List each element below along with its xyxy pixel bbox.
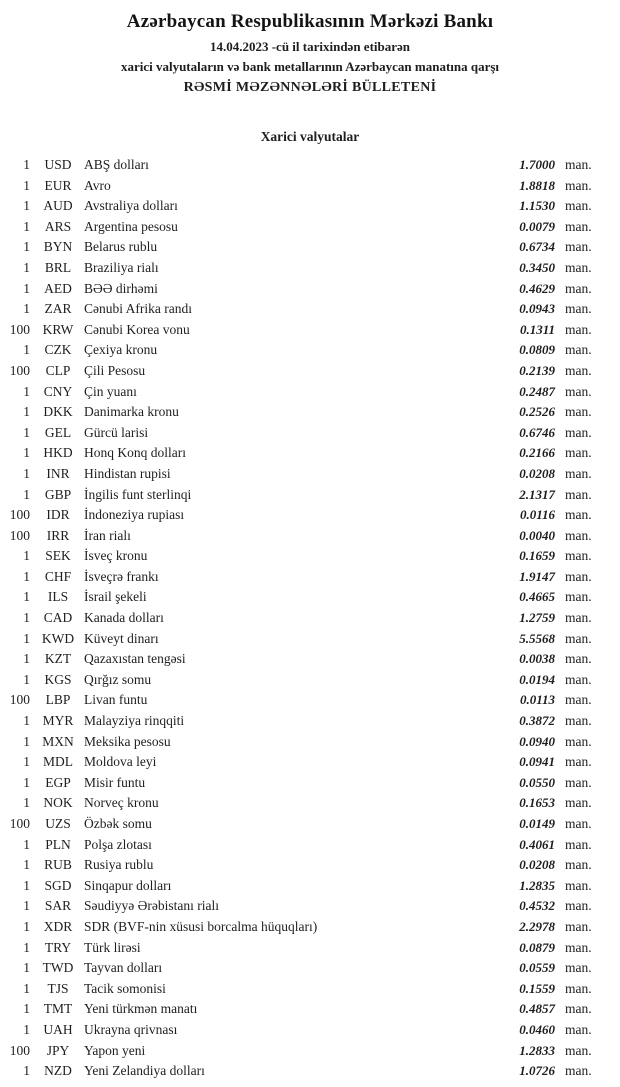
currency-code: TJS bbox=[47, 980, 69, 996]
quantity-cell: 1 bbox=[23, 836, 30, 852]
bulletin-title: RƏSMİ MƏZƏNNƏLƏRİ BÜLLETENİ bbox=[183, 80, 437, 95]
rate-row bbox=[6, 526, 601, 547]
currency-name: Meksika pesosu bbox=[84, 733, 171, 749]
currency-name: Ukrayna qrivnası bbox=[84, 1021, 178, 1037]
unit-label: man. bbox=[565, 1063, 592, 1079]
quantity-cell: 1 bbox=[23, 259, 30, 275]
rate-row bbox=[6, 587, 601, 608]
unit-label: man. bbox=[565, 404, 592, 420]
currency-name: Özbək somu bbox=[84, 816, 152, 831]
unit-label: man. bbox=[565, 424, 592, 440]
currency-code: LBP bbox=[45, 692, 71, 708]
rate-row bbox=[6, 608, 601, 629]
quantity-cell: 1 bbox=[23, 1063, 30, 1079]
rate-value: 0.3872 bbox=[519, 713, 555, 729]
currency-code: JPY bbox=[46, 1042, 70, 1058]
quantity-cell: 1 bbox=[23, 713, 30, 729]
bank-name-title: Azərbaycan Respublikasının Mərkəzi Bankı bbox=[126, 11, 494, 32]
unit-label: man. bbox=[565, 960, 592, 976]
currency-code: IRR bbox=[46, 527, 70, 543]
rate-value: 0.0038 bbox=[519, 651, 555, 667]
rate-row bbox=[6, 773, 601, 794]
currency-code: SEK bbox=[45, 548, 71, 564]
rate-row bbox=[6, 876, 601, 897]
currency-code: CNY bbox=[43, 383, 73, 399]
unit-label: man. bbox=[565, 342, 592, 358]
quantity-cell: 1 bbox=[23, 568, 30, 584]
rate-value: 0.1659 bbox=[519, 548, 555, 564]
rate-row bbox=[6, 1061, 601, 1082]
rate-value: 0.4629 bbox=[519, 280, 555, 296]
currency-name: İsrail şekeli bbox=[84, 589, 147, 605]
page-header bbox=[0, 0, 620, 98]
unit-label: man. bbox=[565, 157, 592, 172]
rate-row bbox=[6, 958, 601, 979]
currency-name: İsveç kronu bbox=[84, 548, 148, 564]
currency-name: Norveç kronu bbox=[84, 795, 159, 811]
rate-row bbox=[6, 217, 601, 238]
rate-value: 0.2166 bbox=[519, 445, 555, 461]
rate-value: 0.3450 bbox=[519, 259, 555, 275]
quantity-cell: 1 bbox=[23, 980, 30, 996]
rate-value: 1.7000 bbox=[519, 157, 555, 172]
currency-code: ARS bbox=[44, 218, 72, 234]
quantity-cell: 1 bbox=[23, 465, 30, 481]
quantity-cell: 1 bbox=[23, 630, 30, 646]
unit-label: man. bbox=[565, 877, 592, 893]
rate-value: 0.0559 bbox=[519, 960, 555, 976]
quantity-cell: 1 bbox=[23, 157, 30, 172]
unit-label: man. bbox=[565, 918, 592, 934]
rate-row bbox=[6, 361, 601, 382]
currency-name: Tacik somonisi bbox=[84, 980, 166, 996]
quantity-cell: 1 bbox=[23, 1021, 30, 1037]
currency-name: Çili Pesosu bbox=[84, 362, 146, 378]
rate-row bbox=[6, 567, 601, 588]
currency-code: KZT bbox=[44, 651, 72, 667]
unit-label: man. bbox=[565, 857, 592, 873]
currency-code: MDL bbox=[43, 754, 73, 770]
rate-value: 0.0208 bbox=[519, 857, 555, 873]
currency-name: İndoneziya rupiası bbox=[84, 507, 185, 523]
rate-value: 2.2978 bbox=[519, 918, 555, 934]
rate-row bbox=[6, 938, 601, 959]
rate-row bbox=[6, 629, 601, 650]
rate-value: 0.0943 bbox=[519, 301, 555, 317]
currency-name: Yeni Zelandiya dolları bbox=[84, 1063, 205, 1079]
currency-name: Qırğız somu bbox=[84, 671, 152, 687]
quantity-cell: 100 bbox=[9, 321, 30, 337]
unit-label: man. bbox=[565, 589, 592, 605]
currency-name: Küveyt dinarı bbox=[84, 630, 159, 646]
rate-value: 0.4061 bbox=[519, 836, 555, 852]
currency-code: ILS bbox=[47, 589, 69, 605]
unit-label: man. bbox=[565, 507, 592, 523]
currency-name: Misir funtu bbox=[84, 774, 146, 790]
quantity-cell: 1 bbox=[23, 898, 30, 914]
section-title-foreign-currencies: Xarici valyutalar bbox=[260, 129, 360, 144]
rate-row bbox=[6, 505, 601, 526]
unit-label: man. bbox=[565, 980, 592, 996]
quantity-cell: 1 bbox=[23, 857, 30, 873]
rate-row bbox=[6, 382, 601, 403]
quantity-cell: 100 bbox=[9, 362, 30, 378]
currency-code: PLN bbox=[45, 836, 71, 852]
currency-code: TWD bbox=[42, 960, 74, 976]
currency-code: NOK bbox=[43, 795, 73, 811]
rate-value: 1.1530 bbox=[519, 198, 555, 214]
currency-code: EGP bbox=[45, 774, 71, 790]
unit-label: man. bbox=[565, 1021, 592, 1037]
currency-name: Səudiyyə Ərəbistanı rialı bbox=[84, 898, 219, 914]
rate-row bbox=[6, 752, 601, 773]
currency-code: MXN bbox=[42, 733, 74, 749]
rate-value: 0.0940 bbox=[519, 733, 555, 749]
rate-row bbox=[6, 485, 601, 506]
currency-name: Cənubi Korea vonu bbox=[84, 321, 190, 337]
currency-name: İngilis funt sterlinqi bbox=[84, 486, 192, 502]
currency-name: Argentina pesosu bbox=[84, 218, 178, 234]
currency-code: BRL bbox=[44, 259, 72, 275]
quantity-cell: 1 bbox=[23, 445, 30, 461]
currency-code: KWD bbox=[41, 630, 75, 646]
rate-row bbox=[6, 443, 601, 464]
unit-label: man. bbox=[565, 630, 592, 646]
rate-row bbox=[6, 814, 601, 835]
currency-name: İran rialı bbox=[84, 527, 131, 543]
unit-label: man. bbox=[565, 280, 592, 296]
currency-code: AUD bbox=[43, 198, 73, 214]
quantity-cell: 1 bbox=[23, 342, 30, 358]
currency-code: INR bbox=[46, 465, 70, 481]
rate-row bbox=[6, 711, 601, 732]
unit-label: man. bbox=[565, 671, 592, 687]
quantity-cell: 1 bbox=[23, 774, 30, 790]
unit-label: man. bbox=[565, 198, 592, 214]
quantity-cell: 1 bbox=[23, 404, 30, 420]
currency-code: EUR bbox=[44, 177, 72, 193]
rate-value: 0.0208 bbox=[519, 465, 555, 481]
currency-code: GEL bbox=[44, 424, 72, 440]
rate-value: 0.4532 bbox=[519, 898, 555, 914]
currency-name: Danimarka kronu bbox=[84, 404, 179, 420]
rate-row bbox=[6, 979, 601, 1000]
currency-name: Avstraliya dolları bbox=[84, 198, 178, 214]
quantity-cell: 1 bbox=[23, 939, 30, 955]
rate-row bbox=[6, 196, 601, 217]
quantity-cell: 1 bbox=[23, 177, 30, 193]
currency-code: MYR bbox=[42, 713, 74, 729]
unit-label: man. bbox=[565, 816, 592, 831]
rate-value: 0.0116 bbox=[519, 507, 555, 523]
currency-name: Avro bbox=[84, 177, 111, 193]
quantity-cell: 1 bbox=[23, 795, 30, 811]
quantity-cell: 1 bbox=[23, 671, 30, 687]
currency-code: KRW bbox=[42, 321, 74, 337]
quantity-cell: 100 bbox=[9, 816, 30, 831]
rate-row bbox=[6, 732, 601, 753]
currency-code: GBP bbox=[44, 486, 72, 502]
currency-code: NZD bbox=[44, 1063, 72, 1079]
unit-label: man. bbox=[565, 527, 592, 543]
quantity-cell: 1 bbox=[23, 960, 30, 976]
rate-value: 0.4665 bbox=[519, 589, 555, 605]
currency-name: Cənubi Afrika randı bbox=[84, 301, 192, 317]
rate-row bbox=[6, 423, 601, 444]
currency-code: RUB bbox=[44, 857, 72, 873]
rate-row bbox=[6, 237, 601, 258]
quantity-cell: 1 bbox=[23, 486, 30, 502]
unit-label: man. bbox=[565, 362, 592, 378]
rate-value: 0.0460 bbox=[519, 1021, 555, 1037]
rate-row bbox=[6, 402, 601, 423]
rate-row bbox=[6, 835, 601, 856]
rate-row bbox=[6, 1020, 601, 1041]
unit-label: man. bbox=[565, 651, 592, 667]
quantity-cell: 1 bbox=[23, 610, 30, 626]
quantity-cell: 100 bbox=[9, 692, 30, 708]
rate-value: 0.2526 bbox=[519, 404, 555, 420]
quantity-cell: 100 bbox=[9, 527, 30, 543]
rate-value: 0.0040 bbox=[519, 527, 555, 543]
quantity-cell: 100 bbox=[9, 507, 30, 523]
unit-label: man. bbox=[565, 733, 592, 749]
rate-row bbox=[6, 917, 601, 938]
rate-value: 5.5568 bbox=[519, 630, 555, 646]
rate-row bbox=[6, 340, 601, 361]
currency-code: CHF bbox=[44, 568, 72, 584]
currency-code: CZK bbox=[44, 342, 72, 358]
quantity-cell: 1 bbox=[23, 198, 30, 214]
rate-row bbox=[6, 670, 601, 691]
rate-row bbox=[6, 896, 601, 917]
unit-label: man. bbox=[565, 486, 592, 502]
rate-row bbox=[6, 793, 601, 814]
rate-row bbox=[6, 279, 601, 300]
rate-row bbox=[6, 1041, 601, 1062]
currency-code: CAD bbox=[43, 610, 73, 626]
currency-name: Polşa zlotası bbox=[84, 836, 152, 852]
currency-name: Livan funtu bbox=[84, 692, 148, 708]
rate-value: 0.0194 bbox=[519, 671, 555, 687]
rate-value: 0.1653 bbox=[519, 795, 555, 811]
rate-value: 0.2487 bbox=[519, 383, 555, 399]
rate-value: 0.0809 bbox=[519, 342, 555, 358]
rate-value: 1.8818 bbox=[519, 177, 555, 193]
currency-code: XDR bbox=[43, 918, 73, 934]
currency-code: UZS bbox=[45, 816, 71, 831]
rate-row bbox=[6, 299, 601, 320]
currency-code: CLP bbox=[45, 362, 71, 378]
currency-name: Türk lirəsi bbox=[84, 939, 141, 955]
rate-value: 0.0941 bbox=[519, 754, 555, 770]
quantity-cell: 1 bbox=[23, 239, 30, 255]
rate-value: 0.6746 bbox=[519, 424, 555, 440]
rate-row bbox=[6, 855, 601, 876]
currency-name: Çexiya kronu bbox=[84, 342, 158, 358]
quantity-cell: 1 bbox=[23, 754, 30, 770]
currency-name: Moldova leyi bbox=[84, 754, 157, 770]
rate-value: 0.1559 bbox=[519, 980, 555, 996]
currency-code: UAH bbox=[43, 1021, 73, 1037]
quantity-cell: 1 bbox=[23, 918, 30, 934]
quantity-cell: 1 bbox=[23, 280, 30, 296]
rate-row bbox=[6, 690, 601, 711]
currency-name: Qazaxıstan tengəsi bbox=[84, 651, 186, 667]
unit-label: man. bbox=[565, 713, 592, 729]
quantity-cell: 1 bbox=[23, 301, 30, 317]
rate-row bbox=[6, 155, 601, 176]
rate-value: 1.9147 bbox=[519, 568, 555, 584]
unit-label: man. bbox=[565, 836, 592, 852]
rate-row bbox=[6, 320, 601, 341]
rate-value: 0.6734 bbox=[519, 239, 555, 255]
unit-label: man. bbox=[565, 239, 592, 255]
unit-label: man. bbox=[565, 774, 592, 790]
currency-name: SDR (BVF-nin xüsusi borcalma hüquqları) bbox=[84, 918, 318, 934]
currency-name: Honq Konq dolları bbox=[84, 445, 186, 461]
currency-name: BƏƏ dirhəmi bbox=[84, 280, 158, 296]
currency-name: Malayziya rinqqiti bbox=[84, 713, 185, 729]
unit-label: man. bbox=[565, 692, 592, 708]
unit-label: man. bbox=[565, 445, 592, 461]
unit-label: man. bbox=[565, 548, 592, 564]
rate-value: 1.2835 bbox=[519, 877, 555, 893]
rate-row bbox=[6, 999, 601, 1020]
unit-label: man. bbox=[565, 898, 592, 914]
rate-row bbox=[6, 176, 601, 197]
currency-name: Yapon yeni bbox=[84, 1042, 146, 1058]
currency-name: Kanada dolları bbox=[84, 610, 164, 626]
quantity-cell: 1 bbox=[23, 548, 30, 564]
rates-table bbox=[0, 155, 620, 1082]
quantity-cell: 1 bbox=[23, 218, 30, 234]
unit-label: man. bbox=[565, 939, 592, 955]
unit-label: man. bbox=[565, 610, 592, 626]
quantity-cell: 1 bbox=[23, 877, 30, 893]
quantity-cell: 1 bbox=[23, 651, 30, 667]
rate-row bbox=[6, 649, 601, 670]
unit-label: man. bbox=[565, 383, 592, 399]
unit-label: man. bbox=[565, 568, 592, 584]
unit-label: man. bbox=[565, 259, 592, 275]
bulletin-subtitle: xarici valyutaların və bank metallarının Azərbaycan manatına qarşı bbox=[120, 59, 500, 74]
unit-label: man. bbox=[565, 795, 592, 811]
quantity-cell: 1 bbox=[23, 383, 30, 399]
currency-code: HKD bbox=[43, 445, 73, 461]
quantity-cell: 1 bbox=[23, 733, 30, 749]
currency-code: SAR bbox=[44, 898, 72, 914]
currency-name: Braziliya rialı bbox=[84, 259, 159, 275]
unit-label: man. bbox=[565, 754, 592, 770]
rate-value: 0.4857 bbox=[519, 1001, 555, 1017]
rate-value: 0.0879 bbox=[519, 939, 555, 955]
quantity-cell: 1 bbox=[23, 1001, 30, 1017]
currency-code: SGD bbox=[44, 877, 72, 893]
currency-name: Rusiya rublu bbox=[84, 857, 154, 873]
currency-code: ZAR bbox=[44, 301, 72, 317]
rate-value: 0.0113 bbox=[519, 692, 555, 708]
rate-value: 0.1311 bbox=[519, 321, 555, 337]
effective-date-line: 14.04.2023 -cü il tarixindən etibarən bbox=[209, 39, 411, 54]
currency-code: TRY bbox=[44, 939, 72, 955]
rate-row bbox=[6, 258, 601, 279]
currency-name: Gürcü larisi bbox=[84, 424, 149, 440]
rate-value: 1.2759 bbox=[519, 610, 555, 626]
unit-label: man. bbox=[565, 177, 592, 193]
currency-name: Hindistan rupisi bbox=[84, 465, 171, 481]
unit-label: man. bbox=[565, 1042, 592, 1058]
rate-value: 0.0149 bbox=[519, 816, 555, 831]
rate-row bbox=[6, 464, 601, 485]
currency-name: Tayvan dolları bbox=[84, 960, 163, 976]
currency-code: AED bbox=[44, 280, 72, 296]
currency-code: IDR bbox=[46, 507, 70, 523]
rate-value: 1.2833 bbox=[519, 1042, 555, 1058]
currency-name: Belarus rublu bbox=[84, 239, 158, 255]
unit-label: man. bbox=[565, 321, 592, 337]
quantity-cell: 1 bbox=[23, 424, 30, 440]
currency-code: USD bbox=[44, 157, 72, 172]
currency-name: Sinqapur dolları bbox=[84, 877, 172, 893]
currency-name: İsveçrə frankı bbox=[84, 568, 159, 584]
rate-value: 0.0079 bbox=[519, 218, 555, 234]
currency-code: KGS bbox=[44, 671, 72, 687]
quantity-cell: 100 bbox=[9, 1042, 30, 1058]
unit-label: man. bbox=[565, 301, 592, 317]
rate-row bbox=[6, 546, 601, 567]
unit-label: man. bbox=[565, 218, 592, 234]
currency-code: DKK bbox=[43, 404, 73, 420]
currency-name: Yeni türkmən manatı bbox=[84, 1001, 198, 1017]
rate-value: 1.0726 bbox=[519, 1063, 555, 1079]
unit-label: man. bbox=[565, 1001, 592, 1017]
quantity-cell: 1 bbox=[23, 589, 30, 605]
rate-value: 0.0550 bbox=[519, 774, 555, 790]
currency-name: Çin yuanı bbox=[84, 383, 137, 399]
rate-value: 2.1317 bbox=[519, 486, 555, 502]
currency-code: TMT bbox=[43, 1001, 73, 1017]
rate-value: 0.2139 bbox=[519, 362, 555, 378]
unit-label: man. bbox=[565, 465, 592, 481]
currency-name: ABŞ dolları bbox=[84, 157, 149, 172]
currency-code: BYN bbox=[43, 239, 73, 255]
